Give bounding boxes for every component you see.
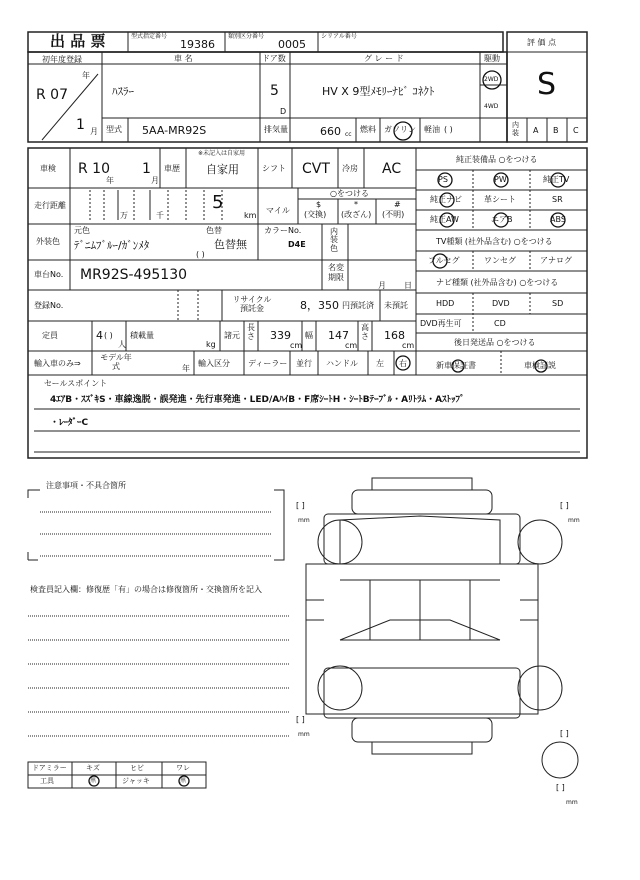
equip-sr: SR xyxy=(552,195,563,204)
equip-abs: ABS xyxy=(550,215,566,224)
drive-4wd: 4WD xyxy=(484,103,499,110)
history-note: ※未記入は自家用 xyxy=(198,150,246,157)
chassis-label: 車台No. xyxy=(34,270,64,279)
disp-value: 660 xyxy=(320,125,341,138)
equip-aw: 純正AW xyxy=(430,215,459,224)
name-change-label: 名変期限 xyxy=(328,263,344,282)
inspection-year: R 10 xyxy=(78,161,110,177)
mark-altered: (改ざん) xyxy=(341,210,372,219)
fuel-other: ( ) xyxy=(444,125,453,134)
import-dealer: ディーラー xyxy=(248,359,288,368)
mileage-mile: マイル xyxy=(266,206,290,215)
repaint-label: 色替 xyxy=(206,226,222,235)
mileage-digit: 5 xyxy=(212,192,224,213)
mark-dollar: $ xyxy=(316,200,322,209)
grade-label: グ レ ー ド xyxy=(364,54,404,63)
later-warranty: 新車保証書 xyxy=(436,361,476,370)
orig-color-value: ﾃﾞﾆﾑﾌﾞﾙｰ/ｶﾞﾝﾒﾀ xyxy=(74,239,150,252)
equip-tv: 純正TV xyxy=(543,175,570,184)
type-no-value: 19386 xyxy=(180,38,215,51)
check-jack: ジャッキ xyxy=(122,777,150,785)
check-tools-value: 無 xyxy=(90,777,97,784)
bracket-front-left: [ ] xyxy=(296,501,305,510)
name-change-month: 月 xyxy=(378,281,386,290)
color-no-value: D4E xyxy=(288,240,306,249)
type-no-label: 型式指定番号 xyxy=(131,33,168,40)
recycle-paid: 預託済 xyxy=(350,301,374,310)
car-name-value: ﾊｽﾗｰ xyxy=(112,85,134,98)
dvd-play-label: DVD再生可 xyxy=(420,319,462,328)
capacity-value: 4 xyxy=(96,329,103,342)
model-year-label: モデル年式 xyxy=(100,353,132,371)
color-no-label: カラーNo. xyxy=(264,226,302,235)
orig-color-label: 元色 xyxy=(74,226,90,235)
color-label: 外装色 xyxy=(36,237,60,246)
bracket-front-right: [ ] xyxy=(560,501,569,510)
mark-exchanged: (交換) xyxy=(304,210,327,219)
first-reg-month: 1 xyxy=(76,117,85,133)
load-unit: kg xyxy=(206,340,216,349)
recycle-value: 8，350 xyxy=(300,299,339,312)
inspector-label: 検査員記入欄：修復歴「有」の場合は修復箇所・交換箇所を記入 xyxy=(30,585,262,594)
dvd-cd: CD xyxy=(494,319,506,328)
fuel-diesel: 軽油 xyxy=(424,125,440,134)
load-label: 積載量 xyxy=(130,331,154,340)
handle-left: 左 xyxy=(376,359,384,368)
recycle-label: リサイクル預託金 xyxy=(232,295,272,313)
check-scratch: キズ xyxy=(86,764,100,772)
tv-oneseg: ワンセグ xyxy=(484,256,516,265)
repaint-paren: ( ) xyxy=(196,250,205,259)
import-parallel: 並行 xyxy=(296,359,312,368)
width-label: 幅 xyxy=(305,331,313,340)
model-year-unit: 年 xyxy=(182,364,190,373)
sales-label: セールスポイント xyxy=(44,379,108,388)
first-reg-label: 初年度登録 xyxy=(42,55,82,64)
drive-label: 駆動 xyxy=(484,54,500,63)
mark-unknown: (不明) xyxy=(382,210,405,219)
score-value: S xyxy=(537,67,557,102)
height-value: 168 xyxy=(384,329,405,342)
interior-c: C xyxy=(573,126,579,135)
serial-label: シリアル番号 xyxy=(321,33,357,40)
model-label: 型式 xyxy=(106,125,122,134)
ac-value: AC xyxy=(382,161,402,177)
mark-star: * xyxy=(354,200,358,209)
doors-label: ドア数 xyxy=(262,54,286,63)
class-no-value: 0005 xyxy=(278,38,306,51)
history-value: 自家用 xyxy=(206,163,239,176)
year-unit: 年 xyxy=(82,71,90,80)
score-label: 評 価 点 xyxy=(527,38,557,47)
interior-b: B xyxy=(553,126,559,135)
interior-label: 内装 xyxy=(512,121,519,137)
tv-title: TV種類 (社外品含む) ○をつける xyxy=(436,237,553,246)
import-type-label: 輸入区分 xyxy=(198,359,230,368)
name-change-day: 日 xyxy=(404,281,412,290)
sales-line-2: ・ﾚｰﾀﾞｰC xyxy=(50,418,89,428)
height-label: 高さ xyxy=(361,323,369,341)
check-break: ワレ xyxy=(176,764,190,772)
ac-label: 冷房 xyxy=(342,164,358,173)
reg-no-label: 登録No. xyxy=(34,301,64,310)
dims-label: 諸元 xyxy=(224,331,240,340)
shift-value: CVT xyxy=(302,161,330,177)
later-manual: 車検証説 xyxy=(524,361,556,370)
capacity-unit: 人 xyxy=(118,340,126,349)
navi-sd: SD xyxy=(552,299,564,308)
mm-spare: mm xyxy=(566,799,578,806)
bracket-rear-right: [ ] xyxy=(560,729,569,738)
capacity-paren: ( ) xyxy=(104,331,113,340)
check-tools: 工具 xyxy=(40,777,54,785)
length-value: 339 xyxy=(270,329,291,342)
chassis-value: MR92S-495130 xyxy=(80,267,188,283)
bracket-spare: [ ] xyxy=(556,783,565,792)
import-label: 輸入車のみ⇒ xyxy=(34,359,81,368)
check-jack-value: 無 xyxy=(180,777,187,784)
history-label: 車歴 xyxy=(164,164,180,173)
mm-front-right: mm xyxy=(568,517,580,524)
check-crack: ヒビ xyxy=(130,764,144,772)
inspection-month: 1 xyxy=(142,161,151,177)
month-unit: 月 xyxy=(90,127,98,136)
equip-navi: 純正ナビ xyxy=(430,195,462,204)
later-title: 後日発送品 ○をつける xyxy=(454,338,536,347)
fuel-label: 燃料 xyxy=(360,125,376,134)
drive-2wd: 2WD xyxy=(484,76,499,83)
fuel-gasoline: ガソリン xyxy=(384,125,416,134)
mm-front-left: mm xyxy=(298,517,310,524)
class-no-label: 類別区分番号 xyxy=(228,33,265,40)
equip-ps: PS xyxy=(438,175,448,184)
mileage-km: km xyxy=(244,211,257,220)
form-title: 出 品 票 xyxy=(50,32,106,50)
handle-right: 右 xyxy=(399,359,407,368)
check-door-mirror: ドアミラー xyxy=(32,764,67,772)
navi-title: ナビ種類 (社外品含む) ○をつける xyxy=(436,278,559,287)
handle-label: ハンドル xyxy=(326,359,358,368)
repaint-value: 色替無 xyxy=(214,238,247,251)
mm-rear-left: mm xyxy=(298,731,310,738)
grade-value: HV X 9型ﾒﾓﾘｰﾅﾋﾞ ｺﾈｸﾄ xyxy=(322,85,435,98)
width-unit: cm xyxy=(345,341,358,350)
inspection-month-unit: 月 xyxy=(151,176,159,185)
inspection-year-unit: 年 xyxy=(106,176,114,185)
mileage-circle-note: ○をつける xyxy=(330,189,369,198)
height-unit: cm xyxy=(402,341,415,350)
int-color-label: 内装色 xyxy=(330,227,338,253)
equip-airbag: エアB xyxy=(491,215,513,224)
inspection-label: 車検 xyxy=(40,164,56,173)
tv-analog: アナログ xyxy=(540,256,572,265)
capacity-label: 定員 xyxy=(42,331,58,340)
shift-label: シフト xyxy=(262,164,286,173)
mileage-sen: 千 xyxy=(156,211,164,220)
equip-pw: PW xyxy=(494,175,507,184)
sales-line-1: 4ｴｱB・ｽｽﾞｷS・車線逸脱・誤発進・先行車発進・LED/AﾊｲB・F席ｼｰﾄH・ｼｰﾄBﾃｰﾌﾞﾙ・Aﾘﾄﾗﾑ・Aｽﾄｯﾌﾟ xyxy=(50,395,465,405)
disp-unit: cc xyxy=(345,131,352,138)
mileage-label: 走行距離 xyxy=(34,201,66,210)
equip-leather: 革シート xyxy=(484,195,516,204)
equip-title: 純正装備品 ○をつける xyxy=(456,155,538,164)
doors-value: 5 xyxy=(270,83,279,99)
interior-a: A xyxy=(533,126,539,135)
notes-label: 注意事項・不具合箇所 xyxy=(46,481,126,490)
length-unit: cm xyxy=(290,341,303,350)
length-label: 長さ xyxy=(247,323,255,341)
first-reg-year: R 07 xyxy=(36,87,68,103)
door-type: D xyxy=(280,107,287,116)
recycle-unpaid: 未預託 xyxy=(384,301,408,310)
width-value: 147 xyxy=(328,329,349,342)
model-value: 5AA-MR92S xyxy=(142,124,207,137)
car-name-label: 車 名 xyxy=(174,54,193,63)
navi-hdd: HDD xyxy=(436,299,455,308)
mileage-man: 万 xyxy=(120,211,128,220)
disp-label: 排気量 xyxy=(264,125,288,134)
bracket-rear-left: [ ] xyxy=(296,715,305,724)
recycle-unit: 円 xyxy=(342,301,350,310)
tv-fullseg: フルセグ xyxy=(428,256,460,265)
mark-hash: # xyxy=(394,200,401,209)
navi-dvd: DVD xyxy=(492,299,510,308)
